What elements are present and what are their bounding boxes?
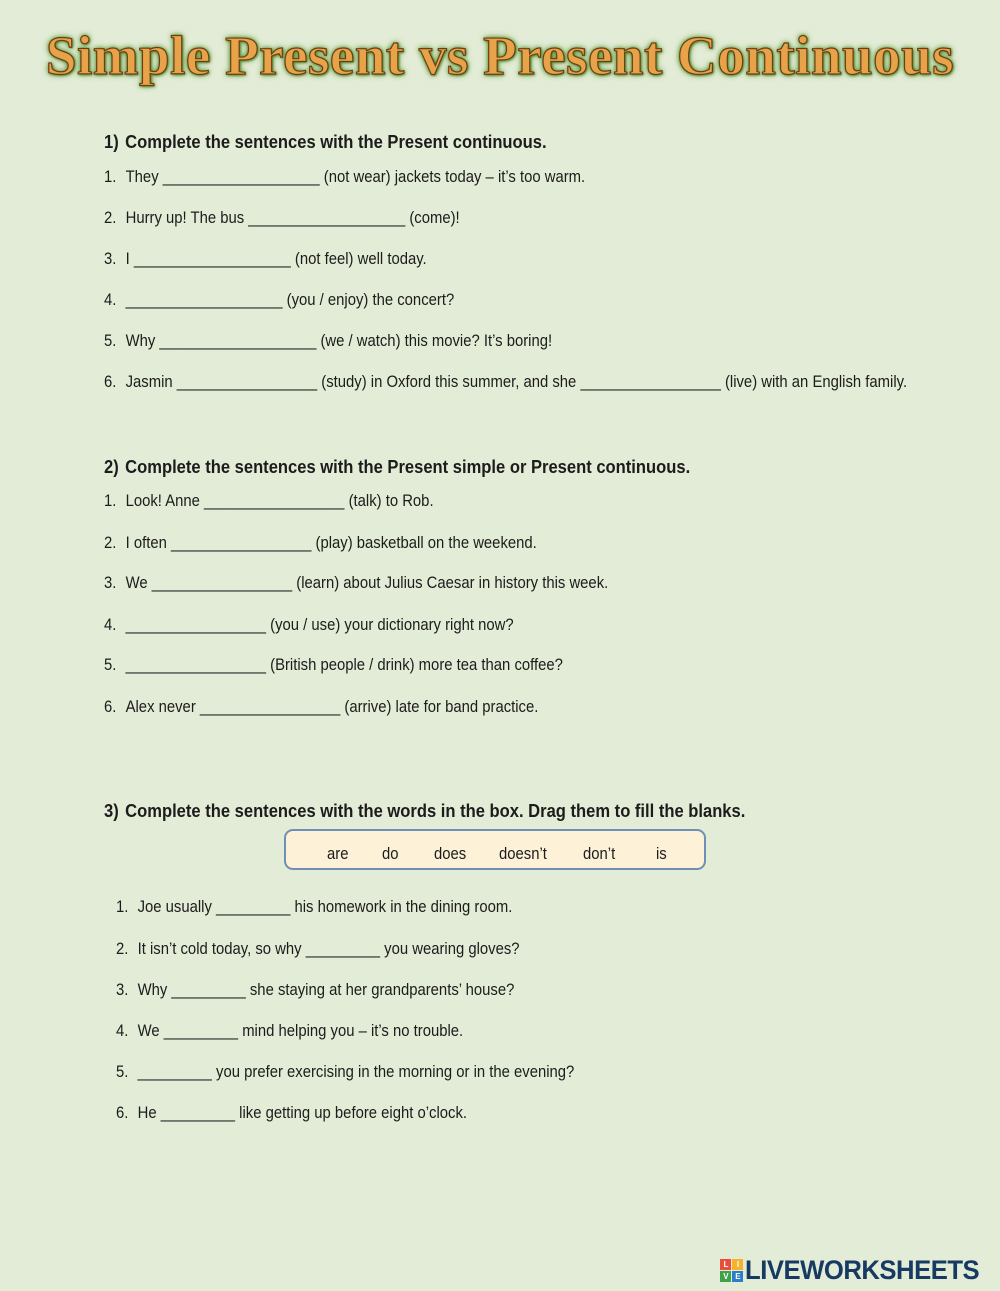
section-2-heading (104, 457, 690, 478)
section-2-heading-text: Complete the sentences with the Present simple or Present continuous. (125, 457, 691, 477)
exercise-3-item-1[interactable]: 1. Joe usually _________ his homework in the dining room. (116, 898, 513, 916)
sentence-text: _________________ (you / use) your dictionary right now? (125, 616, 514, 634)
sentence-text: He _________ like getting up before eight o’clock. (137, 1104, 468, 1122)
sentence-text: We _________ mind helping you – it’s no trouble. (137, 1022, 464, 1040)
logo-text: LIVEWORKSHEETS (745, 1254, 980, 1285)
exercise-2-item-2[interactable]: 2. I often _________________ (play) basketball on the weekend. (104, 534, 537, 552)
sentence-text: They ___________________ (not wear) jackets today – it’s too warm. (125, 168, 586, 186)
exercise-1-item-3[interactable]: 3. I ___________________ (not feel) well today. (104, 250, 427, 268)
exercise-2-item-5[interactable]: 5. _________________ (British people / drink) more tea than coffee? (104, 656, 563, 674)
word-bank-item-is[interactable]: is (656, 845, 667, 863)
section-2-number: 2) (104, 457, 119, 477)
exercise-3-item-6[interactable]: 6. He _________ like getting up before eight o’clock. (116, 1104, 468, 1122)
logo-mark-icon (720, 1259, 743, 1282)
liveworksheets-logo[interactable] (720, 1255, 992, 1285)
sentence-text: Hurry up! The bus ___________________ (come)! (125, 209, 460, 227)
exercise-2-item-6[interactable]: 6. Alex never _________________ (arrive) late for band practice. (104, 698, 539, 716)
word-bank-item-are[interactable]: are (327, 845, 349, 863)
sentence-text: Alex never _________________ (arrive) late for band practice. (125, 698, 539, 716)
word-bank-item-does[interactable]: does (434, 845, 467, 863)
section-1-number: 1) (104, 132, 119, 152)
exercise-3-item-3[interactable]: 3. Why _________ she staying at her grandparents’ house? (116, 981, 515, 999)
exercise-3-item-2[interactable]: 2. It isn’t cold today, so why _________ you wearing gloves? (116, 940, 520, 958)
sentence-text: I often _________________ (play) basketball on the weekend. (125, 534, 537, 552)
exercise-2-item-4[interactable]: 4. _________________ (you / use) your dictionary right now? (104, 616, 514, 634)
exercise-2-item-1[interactable]: 1. Look! Anne _________________ (talk) to Rob. (104, 492, 434, 510)
exercise-1-item-6[interactable]: 6. Jasmin _________________ (study) in Oxford this summer, and she _________________ (live) with an English family. (104, 373, 908, 391)
section-3-heading-text: Complete the sentences with the words in the box. Drag them to fill the blanks. (125, 801, 746, 821)
exercise-1-item-1[interactable]: 1. They ___________________ (not wear) jackets today – it’s too warm. (104, 168, 586, 186)
section-3-heading (104, 801, 745, 822)
sentence-text: Why _________ she staying at her grandparents’ house? (137, 981, 515, 999)
section-3-number: 3) (104, 801, 119, 821)
exercise-3-item-4[interactable]: 4. We _________ mind helping you – it’s no trouble. (116, 1022, 464, 1040)
sentence-text: We _________________ (learn) about Julius Caesar in history this week. (125, 574, 609, 592)
exercise-1-item-2[interactable]: 2. Hurry up! The bus ___________________ (come)! (104, 209, 460, 227)
logo-letter-v: V (720, 1271, 731, 1282)
section-1-heading (104, 132, 547, 153)
sentence-text: I ___________________ (not feel) well today. (125, 250, 427, 268)
sentence-text: ___________________ (you / enjoy) the concert? (125, 291, 455, 309)
exercise-3-item-5[interactable]: 5. _________ you prefer exercising in the morning or in the evening? (116, 1063, 575, 1081)
sentence-text: Look! Anne _________________ (talk) to Rob. (125, 492, 434, 510)
sentence-text: _________ you prefer exercising in the morning or in the evening? (137, 1063, 575, 1081)
exercise-1-item-4[interactable]: 4. ___________________ (you / enjoy) the concert? (104, 291, 455, 309)
sentence-text: It isn’t cold today, so why _________ you wearing gloves? (137, 940, 520, 958)
word-bank-item-dont[interactable]: don’t (583, 845, 616, 863)
sentence-text: Why ___________________ (we / watch) this movie? It’s boring! (125, 332, 553, 350)
logo-letter-l: L (720, 1259, 731, 1270)
logo-letter-i: I (732, 1259, 743, 1270)
worksheet-title: Simple Present vs Present Continuous (45, 25, 955, 86)
logo-letter-e: E (732, 1271, 743, 1282)
word-bank-item-do[interactable]: do (382, 845, 399, 863)
word-bank-item-doesnt[interactable]: doesn’t (499, 845, 547, 863)
word-bank-box (284, 829, 706, 870)
sentence-text: _________________ (British people / drink) more tea than coffee? (125, 656, 563, 674)
sentence-text: Jasmin _________________ (study) in Oxford this summer, and she _________________ (live) with an English family. (125, 373, 908, 391)
exercise-1-item-5[interactable]: 5. Why ___________________ (we / watch) this movie? It’s boring! (104, 332, 553, 350)
exercise-2-item-3[interactable]: 3. We _________________ (learn) about Julius Caesar in history this week. (104, 574, 609, 592)
sentence-text: Joe usually _________ his homework in the dining room. (137, 898, 513, 916)
section-1-heading-text: Complete the sentences with the Present continuous. (125, 132, 547, 152)
